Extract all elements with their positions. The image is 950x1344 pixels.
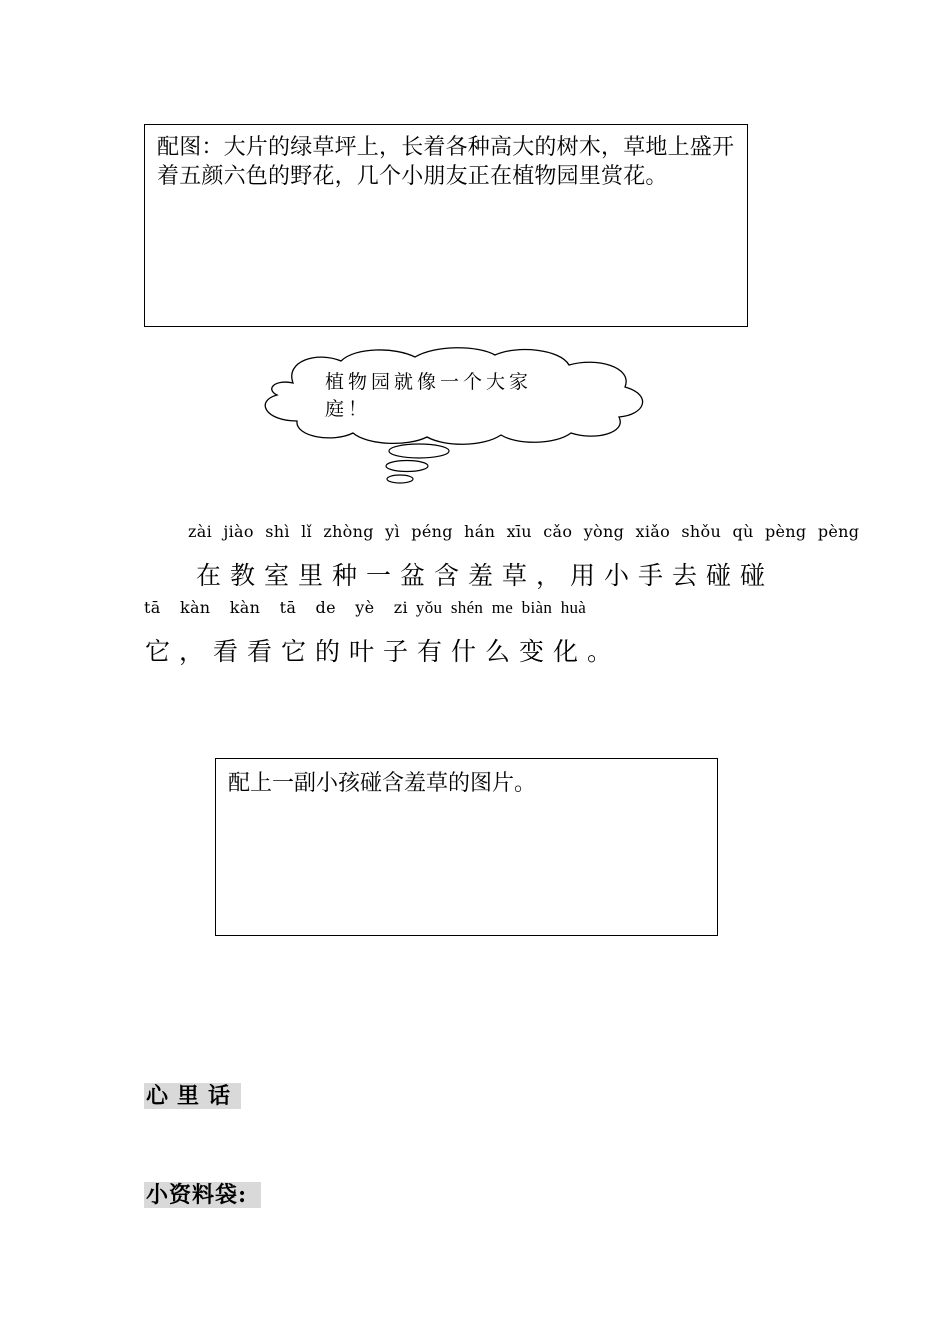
section-heading-info-bag: 小资料袋: bbox=[144, 1182, 261, 1208]
pinyin-line-2-part-a: tā kàn kàn tā de yè zi bbox=[144, 598, 408, 617]
picture-placeholder-box-2 bbox=[215, 758, 718, 936]
picture-caption: 配图：大片的绿草坪上，长着各种高大的树木，草地上盛开着五颜六色的野花，几个小朋友正在植物园里赏花。 bbox=[157, 135, 735, 189]
pinyin-line-1: zài jiào shì lǐ zhòng yì péng hán xīu cǎo yòng xiǎo shǒu qù pèng pèng bbox=[188, 522, 860, 541]
section-heading-heart-words: 心里话 bbox=[146, 1083, 240, 1109]
pinyin-line-2-part-b: yǒu shén me biàn huà bbox=[415, 598, 587, 617]
picture-caption-2: 配上一副小孩碰含羞草的图片。 bbox=[228, 771, 537, 796]
hanzi-line-2: 它，看看它的叶子有什么变化。 bbox=[145, 637, 622, 666]
pinyin-line-2 bbox=[144, 598, 586, 618]
thought-bubble-text: 植物园就像一个大家庭！ bbox=[325, 371, 533, 420]
thought-bubble bbox=[255, 345, 650, 490]
hanzi-line-1: 在教室里种一盆含羞草，用小手去碰碰 bbox=[196, 561, 775, 590]
picture-placeholder-box bbox=[144, 124, 748, 327]
